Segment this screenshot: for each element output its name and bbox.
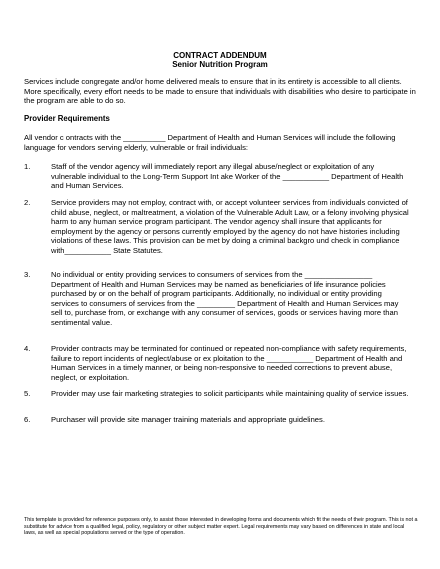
- document-subtitle: Senior Nutrition Program: [172, 60, 268, 69]
- list-item-number: 6.: [24, 415, 31, 424]
- list-item-text: Provider may use fair marketing strategies to solicit participants while maintaining quality of service issues.: [51, 389, 409, 398]
- list-item-text: No individual or entity providing services to consumers of services from the ________________ Department of Health and Human Services may be named as beneficiaries of life insurance policies purchased by or on the behalf of program participants. Additionally, no individual or entity providing services to consumers of services from the _________ Department of Health and Human Services may sell to, purchase from, or exchange with any consumer of services, goods or services having more than sentimental value.: [51, 270, 399, 327]
- list-item-number: 2.: [24, 198, 31, 207]
- list-item-text: Provider contracts may be terminated for continued or repeated non-compliance with safety requirements, failure to report incidents of neglect/abuse or ex ploitation to the ___________ Department of Health and Human Services in a timely manner, or being non-responsive to needed corrections to prevent abuse, neglect, or exploitation.: [51, 344, 407, 382]
- document-title: CONTRACT ADDENDUM: [173, 51, 267, 60]
- intro-paragraph: Services include congregate and/or home delivered meals to ensure that in its entirety is accessible to all clients. More specifically, every effort needs to be made to ensure that individuals with disabilities who desire to participate in the program are able to do so.: [24, 77, 416, 106]
- list-item-number: 5.: [24, 389, 31, 398]
- list-item-text: Staff of the vendor agency will immediately report any illegal abuse/neglect or exploitation of any vulnerable individual to the Long-Term Support Int ake Worker of the ___________ Department of Health and Human Services.: [51, 162, 404, 191]
- list-item-number: 3.: [24, 270, 31, 279]
- list-item-text: Service providers may not employ, contract with, or accept volunteer services from individuals convicted of child abuse, neglect, or maltreatment, a violation of the Vulnerable Adult Law, or a felony involving physical harm to any human service program participant. The vendor agency shall insure that applicants for employment by the agency or persons currently employed by the agency do not have histories including violations of these laws. This provision can be met by doing a criminal backgro und check in compliance with___________ State Statutes.: [51, 198, 409, 255]
- list-item-text: Purchaser will provide site manager training materials and appropriate guidelines.: [51, 415, 325, 424]
- lead-paragraph: All vendor c ontracts with the __________ Department of Health and Human Services will include the following language for vendors serving elderly, vulnerable or frail individuals:: [24, 133, 396, 152]
- section-heading: Provider Requirements: [24, 114, 110, 123]
- list-item-number: 1.: [24, 162, 31, 171]
- footer-disclaimer: This template is provided for reference purposes only, to assist those interested in developing forms and documents which fit the needs of their program. This is not a substitute for advice from a qualified legal, policy, regulatory or other subject matter expert. Legal requirements may vary based on differences in state and local laws, as well as special populations served or the type of operation.: [24, 517, 418, 537]
- list-item-number: 4.: [24, 344, 31, 353]
